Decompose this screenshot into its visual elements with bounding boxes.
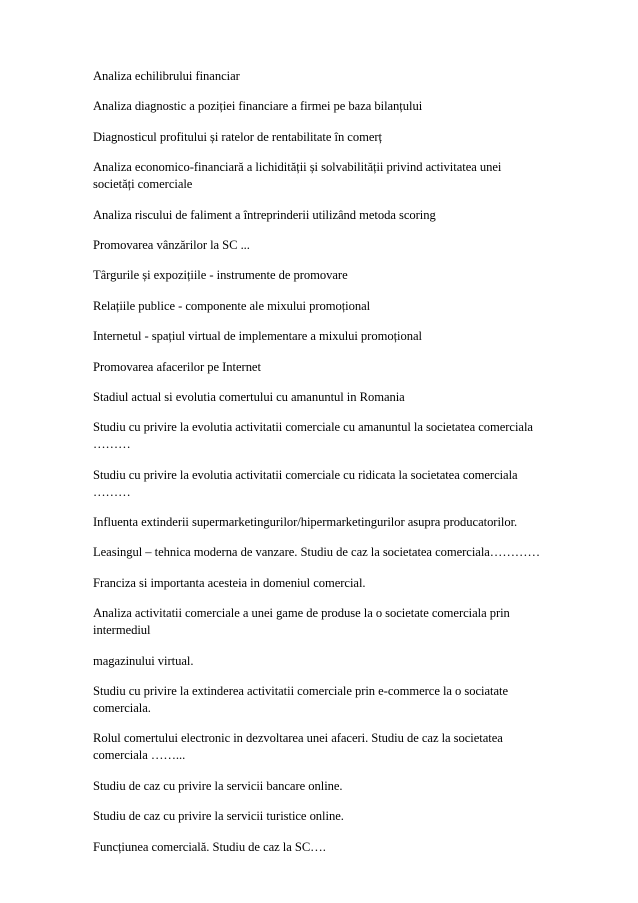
list-item: [93, 778, 573, 795]
list-item: [93, 267, 573, 284]
item-line: Promovarea afacerilor pe Internet: [93, 359, 261, 374]
item-line: comerciala ……...: [93, 748, 186, 763]
item-line: Relațiile publice - componente ale mixului promoțional: [93, 298, 371, 313]
list-item: [93, 68, 573, 85]
item-line: Analiza activitatii comerciale a unei game de produse la o societate comerciala prin: [93, 606, 510, 621]
item-line: Rolul comertului electronic in dezvoltarea unei afaceri. Studiu de caz la societatea: [93, 731, 503, 746]
item-line: Promovarea vânzărilor la SC ...: [93, 237, 250, 252]
list-item: [93, 653, 573, 670]
item-line: Studiu cu privire la extinderea activitatii comerciale prin e-commerce la o sociatate: [93, 684, 509, 699]
list-item: [93, 419, 573, 453]
list-item: [93, 237, 573, 254]
item-line: Analiza echilibrului financiar: [93, 69, 240, 83]
list-item: [93, 605, 573, 639]
list-item: [93, 683, 573, 717]
item-line: Influenta extinderii supermarketingurilor/hipermarketingurilor asupra producatorilor.: [93, 515, 518, 530]
item-line: intermediul: [93, 623, 151, 638]
list-item: [93, 514, 573, 531]
list-item: [93, 575, 573, 592]
item-line: Târgurile și expozițiile - instrumente de promovare: [93, 268, 348, 283]
item-line: Studiu de caz cu privire la servicii bancare online.: [93, 778, 343, 793]
item-line: Diagnosticul profitului și ratelor de rentabilitate în comerț: [93, 129, 382, 144]
item-line: Leasingul – tehnica moderna de vanzare. Studiu de caz la societatea comerciala…………: [93, 545, 540, 560]
list-item: [93, 328, 573, 345]
item-line: Analiza riscului de faliment a întreprinderii utilizând metoda scoring: [93, 207, 436, 222]
document-page: [93, 68, 573, 869]
list-item: [93, 129, 573, 146]
list-item: [93, 544, 573, 561]
item-line: Franciza si importanta acesteia in domeniul comercial.: [93, 575, 366, 590]
item-line: magazinului virtual.: [93, 653, 194, 668]
item-line: ………: [93, 437, 131, 452]
item-line: Studiu de caz cu privire la servicii turistice online.: [93, 809, 344, 824]
list-item: [93, 467, 573, 501]
list-item: [93, 839, 573, 856]
list-item: [93, 359, 573, 376]
item-line: Stadiul actual si evolutia comertului cu amanuntul in Romania: [93, 389, 405, 404]
list-item: [93, 98, 573, 115]
item-line: Analiza diagnostic a poziției financiare a firmei pe baza bilanțului: [93, 99, 423, 114]
item-line: Funcțiunea comercială. Studiu de caz la SC….: [93, 839, 326, 854]
item-line: ………: [93, 484, 131, 499]
list-item: [93, 389, 573, 406]
item-line: comerciala.: [93, 701, 151, 716]
item-line: Studiu cu privire la evolutia activitatii comerciale cu ridicata la societatea comerciala: [93, 467, 518, 482]
item-line: societăți comerciale: [93, 177, 193, 192]
list-item: [93, 207, 573, 224]
list-item: [93, 298, 573, 315]
list-item: [93, 159, 573, 193]
item-line: Studiu cu privire la evolutia activitatii comerciale cu amanuntul la societatea comerciala: [93, 420, 533, 435]
item-line: Analiza economico-financiară a lichidității și solvabilității privind activitatea unei: [93, 160, 502, 175]
list-item: [93, 808, 573, 825]
list-item: [93, 730, 573, 764]
item-line: Internetul - spațiul virtual de implementare a mixului promoțional: [93, 329, 422, 344]
